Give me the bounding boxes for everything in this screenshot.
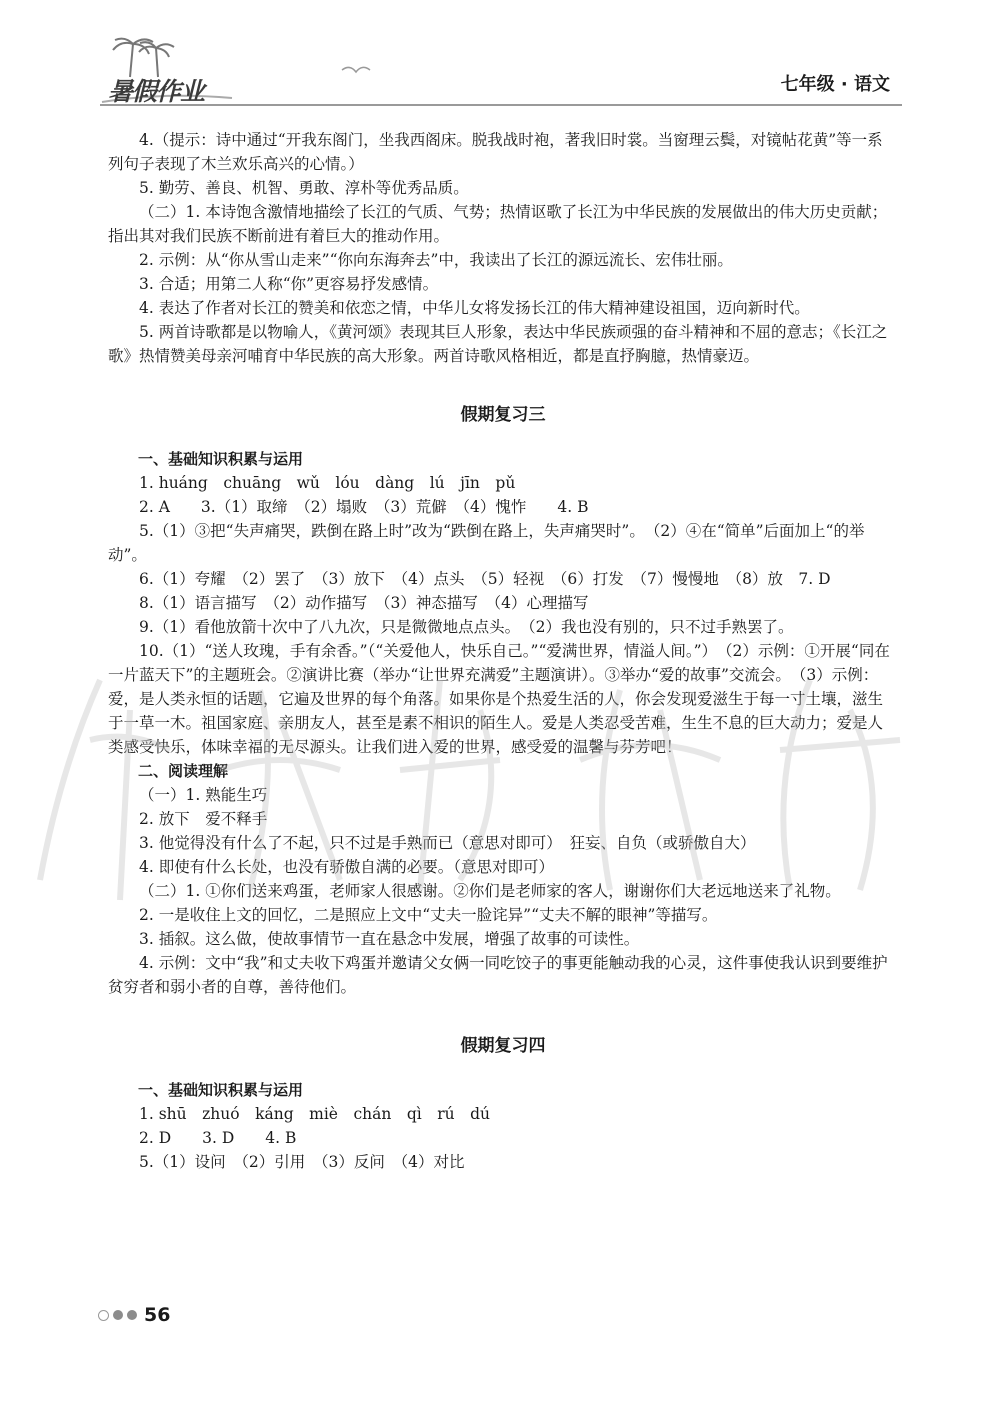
answer-line: 4. 表达了作者对长江的赞美和依恋之情，中华儿女将发扬长江的伟大精神建设祖国，迈向新时代。 [139, 299, 810, 317]
answer-line: 2. 放下 爱不释手 [139, 810, 268, 828]
answer-line: 3. 他觉得没有什么了不起，只不过是手熟而已（意思对即可） 狂妄、自负（或骄傲自大） [139, 834, 756, 852]
page-number: 56 [144, 1304, 171, 1326]
circle-icon [127, 1310, 137, 1320]
answer-line: 2. 示例：从“你从雪山走来”“你向东海奔去”中，我读出了长江的源远流长、宏伟壮丽。 [139, 251, 733, 269]
part-heading: 一、基础知识积累与运用 [138, 450, 304, 468]
answer-line: 5.（1）设问 （2）引用 （3）反问 （4）对比 [139, 1153, 465, 1171]
bird-icon [340, 62, 380, 78]
answer-line: （二）1. 本诗饱含激情地描绘了长江的气质、气势；热情讴歌了长江为中华民族的发展做出的伟大历史贡献；指出其对我们民族不断前进有着巨大的推动作用。 [108, 203, 888, 245]
section-title: 假期复习三 [460, 405, 546, 425]
circle-icon [98, 1310, 109, 1321]
logo [100, 32, 240, 108]
answer-line: 2. 一是收住上文的回忆，二是照应上文中“丈夫一脸诧异”“丈夫不解的眼神”等描写。 [139, 906, 718, 924]
answer-line: 1. huáng chuāng wǔ lóu dàng lú jīn pǔ [139, 474, 516, 492]
answer-line: 8.（1）语言描写 （2）动作描写 （3）神态描写 （4）心理描写 [139, 594, 589, 612]
answer-line: （二）1. ①你们送来鸡蛋，老师家人很感谢。②你们是老师家的客人，谢谢你们大老远地送来了礼物。 [139, 882, 841, 900]
logo-text: 暑假作业 [108, 77, 205, 106]
answer-line: 6.（1）夸耀 （2）罢了 （3）放下 （4）点头 （5）轻视 （6）打发 （7）慢慢地 （8）放 7. D [139, 570, 831, 588]
header-title: 七年级 · 语文 [780, 74, 890, 95]
answer-line: 5. 两首诗歌都是以物喻人，《黄河颂》表现其巨人形象，表达中华民族顽强的奋斗精神和不屈的意志；《长江之歌》热情赞美母亲河哺育中华民族的高大形象。两首诗歌风格相近，都是直抒胸臆，热情豪迈。 [108, 323, 888, 365]
answer-line: 4. 即使有什么长处，也没有骄傲自满的必要。（意思对即可） [139, 858, 554, 876]
header-divider [100, 104, 902, 106]
part-heading: 二、阅读理解 [138, 762, 229, 780]
part-heading: 一、基础知识积累与运用 [138, 1081, 304, 1099]
answer-line: 9.（1）看他放箭十次中了八九次，只是微微地点点头。 （2）我也没有别的，只不过手熟罢了。 [139, 618, 794, 636]
circle-icon [113, 1310, 123, 1320]
page-footer [98, 1304, 170, 1326]
answer-line: 3. 合适；用第二人称“你”更容易抒发感情。 [139, 275, 439, 293]
answer-line: 3. 插叙。这么做，使故事情节一直在悬念中发展，增强了故事的可读性。 [139, 930, 640, 948]
answer-line: 5. 勤劳、善良、机智、勇敢、淳朴等优秀品质。 [139, 179, 469, 197]
answer-line: 5.（1）③把“失声痛哭，跌倒在路上时”改为“跌倒在路上，失声痛哭时”。 （2）④在“简单”后面加上“的举动”。 [108, 522, 865, 564]
answer-line: 1. shū zhuó káng miè chán qì rú dú [139, 1105, 491, 1123]
answer-line: 4. 示例：文中“我”和丈夫收下鸡蛋并邀请父女俩一同吃饺子的事更能触动我的心灵，这件事使我认识到要维护贫穷者和弱小者的自尊，善待他们。 [108, 954, 888, 996]
answer-line: 4.（提示：诗中通过“开我东阁门，坐我西阁床。脱我战时袍，著我旧时裳。当窗理云鬓，对镜帖花黄”等一系列句子表现了木兰欢乐高兴的心情。） [108, 131, 883, 173]
answer-line: 10.（1）“送人玫瑰，手有余香。”（“关爱他人，快乐自己。”“爱满世界，情溢人间。”） （2）示例：①开展“同在一片蓝天下”的主题班会。②演讲比赛（举办“让世界充满爱”主题演讲）。③举办“爱的故事”交流会。 （3）示例：爱，是人类永恒的话题，它遍及世界的每个角落。如果你是个热爱生活的人，你会发现爱滋生于每一寸土壤，滋生于一草一木。祖国家庭、亲朋友人，甚至是素不相识的陌生人。爱是人类忍受苦难，生生不息的巨大动力；爱是人类感受快乐，体味幸福的无尽源头。让我们进入爱的世界，感受爱的温馨与芬芳吧！ [108, 642, 890, 756]
answer-line: 2. D 3. D 4. B [139, 1129, 297, 1147]
answer-line: 2. A 3.（1）取缔 （2）塌败 （3）荒僻 （4）愧怍 4. B [139, 498, 589, 516]
section-title: 假期复习四 [460, 1036, 546, 1056]
answer-content [108, 128, 898, 1174]
answer-line: （一）1. 熟能生巧 [139, 786, 268, 804]
